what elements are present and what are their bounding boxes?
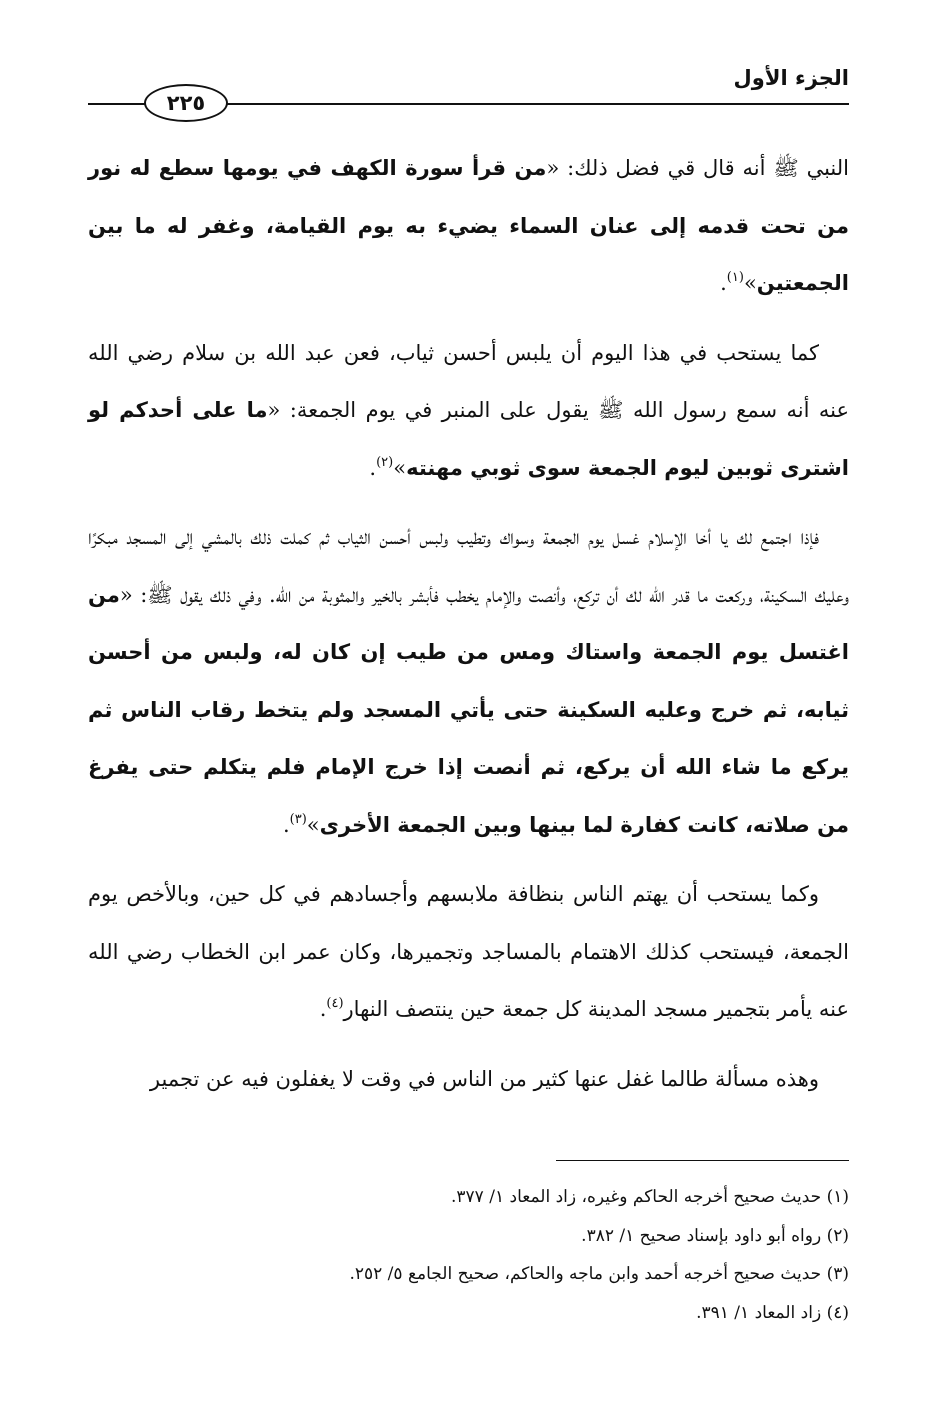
sentence-end: . [720,271,727,295]
footnote-separator [556,1160,849,1161]
footnote-2: (٢) رواه أبو داود بإسناد صحيح ١/ ٣٨٢. [581,1225,849,1246]
sentence-end: . [319,997,327,1021]
hadith-quote-1: من قرأ سورة الكهف في يومها سطع له نور من تحت قدمه إلى عنان السماء يضيء به يوم القيامة، وغفر له ما بين الجمعتين [88,156,849,295]
page-number-badge [144,84,228,122]
footnote-ref-2: (٢) [376,454,394,470]
footnotes [88,1178,849,1332]
paragraph-2-text: كما يستحب في هذا اليوم أن يلبس أحسن ثياب، فعن عبد الله بن سلام رضي الله عنه أنه سمع رسول الله ﷺ يقول على المنبر في يوم الجمعة: « [88,340,849,422]
sentence-end: . [282,812,290,837]
paragraph-5 [88,1051,849,1109]
paragraph-4 [88,866,849,1039]
paragraph-3-text: فإذا اجتمع لك يا أخا الإسلام غسل يوم الجمعة وسواك وتطيب ولبس أحسن الثياب ثم كملت ذلك بالمشي إلى المسجد مبكرًا وعليك السكينة، وركعت ما قدر الله لك أن تركع، وأنصت والإمام يخطب فأبشر بالخير والمثوبة من الله. وفي ذلك يقول ﷺ: « [88,525,849,607]
hadith-quote-2: ما على أحدكم لو اشترى ثوبين ليوم الجمعة سوى ثوبي مهنته [88,398,849,480]
footnote-1: (١) حديث صحيح أخرجه الحاكم وغيره، زاد المعاد ١/ ٣٧٧. [451,1187,849,1207]
paragraph-1-text: النبي ﷺ أنه قال قي فضل ذلك: « [546,156,849,180]
footnote-ref-4: (٤) [326,996,344,1011]
paragraph-4-text: وكما يستحب أن يهتم الناس بنظافة ملابسهم وأجسادهم في كل حين، وبالأخص يوم الجمعة، فيستحب كذلك الاهتمام بالمساجد وتجميرها، وكان عمر ابن الخطاب رضي الله عنه يأمر بتجمير مسجد المدينة كل جمعة حين ينتصف النهار [88,882,849,1021]
quote-close: » [743,271,757,295]
section-title: الجزء الأول [733,66,849,90]
quote-close: » [393,455,407,480]
footnote-4: (٤) زاد المعاد ١/ ٣٩١. [696,1302,849,1323]
hadith-quote-3: من اغتسل يوم الجمعة واستاك ومس من طيب إن كان له، ولبس من أحسن ثيابه، ثم خرج وعليه السكينة حتى يأتي المسجد ولم يتخط رقاب الناس ثم يركع ما شاء الله أن يركع، ثم أنصت إذا خرج الإمام فلم يتكلم حتى يفرغ من صلاته، كانت كفارة لما بينها وبين الجمعة الأخرى [88,582,849,837]
paragraph-2 [88,325,849,498]
sentence-end: . [369,455,377,480]
quote-close: » [306,812,320,837]
main-text [88,140,849,1108]
paragraph-1 [88,140,849,313]
footnote-3: (٣) حديث صحيح أخرجه أحمد وابن ماجه والحاكم، صحيح الجامع ٥/ ٢٥٢. [349,1264,849,1284]
paragraph-5-text: وهذه مسألة طالما غفل عنها كثير من الناس في وقت لا يغفلون فيه عن تجمير [149,1066,819,1091]
page-number: ٢٢٥ [166,91,206,115]
footnote-ref-1: (١) [726,270,744,285]
footnote-ref-3: (٣) [289,811,307,827]
paragraph-3 [88,509,849,854]
